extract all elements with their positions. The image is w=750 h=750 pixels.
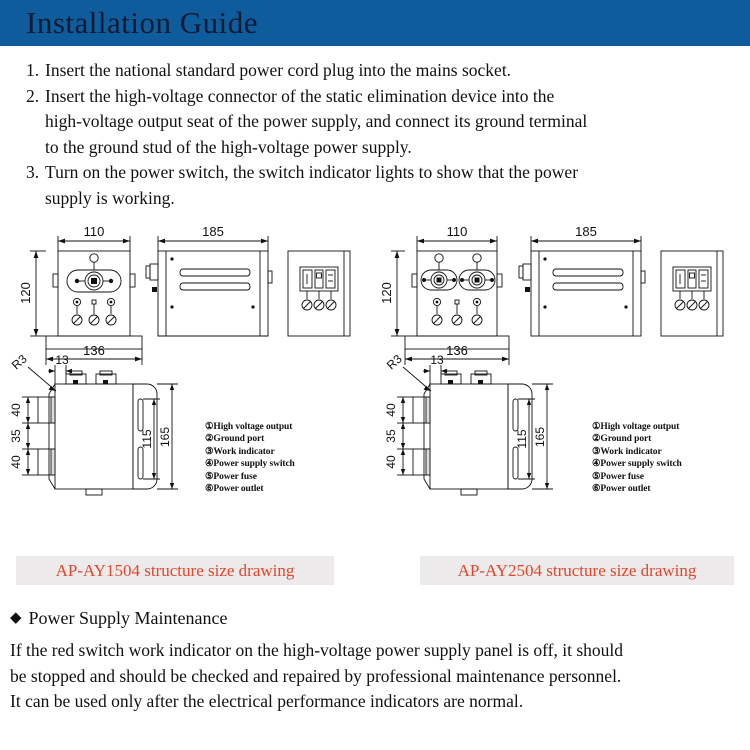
step-number: 2. <box>26 85 40 106</box>
front-height-dim: 120 <box>379 282 394 304</box>
legend-label: Power supply switch <box>213 459 295 470</box>
legend-label: Work indicator <box>600 446 662 457</box>
top-outer-dim: 165 <box>158 426 172 448</box>
step-line: Insert the high-voltage connector of the static elimination device into the <box>45 85 555 106</box>
step-line: to the ground stud of the high-voltage power supply. <box>45 136 412 157</box>
side-length-dim: 185 <box>202 224 224 239</box>
drawing-group-ay2504 <box>375 219 750 519</box>
legend-marker: ④ <box>592 459 601 470</box>
legend-list-ay2504 <box>592 421 682 495</box>
step-number: 1. <box>26 60 40 80</box>
drawing-group-ay1504 <box>0 219 375 519</box>
page-title: Installation Guide <box>26 5 258 40</box>
installation-steps-list <box>0 46 750 211</box>
legend-marker: ① <box>205 422 214 432</box>
legend-item <box>205 458 295 470</box>
caption-ay1504: AP-AY1504 structure size drawing <box>16 556 334 585</box>
top-inner-dim: 115 <box>140 429 154 449</box>
legend-item <box>205 433 295 445</box>
legend-item <box>205 483 295 495</box>
step-item <box>26 84 724 161</box>
legend-item <box>592 458 682 470</box>
legend-label: Power fuse <box>213 471 257 482</box>
legend-label: High voltage output <box>213 422 293 432</box>
top-radius-dim: R3 <box>8 351 30 373</box>
legend-marker: ③ <box>592 446 601 457</box>
maintenance-line: It can be used only after the electrical performance indicators are normal. <box>10 691 524 711</box>
legend-marker: ② <box>205 434 214 445</box>
step-line: high-voltage output seat of the power supply, and connect its ground terminal <box>45 111 588 131</box>
maintenance-section <box>10 605 745 715</box>
legend-item <box>205 446 295 458</box>
legend-marker: ⑤ <box>592 471 601 482</box>
step-text <box>45 84 724 161</box>
legend-item <box>592 471 682 483</box>
legend-marker: ④ <box>205 459 214 470</box>
top-edge-dim: 13 <box>430 353 444 367</box>
page-header-bar <box>0 0 750 46</box>
step-item <box>26 58 724 84</box>
legend-item <box>592 446 682 458</box>
ay2504-drawing-svg <box>375 219 750 519</box>
legend-item <box>205 471 295 483</box>
top-spacing-dim: 35 <box>384 429 398 443</box>
legend-marker: ③ <box>205 446 214 457</box>
legend-label: Ground port <box>213 434 265 445</box>
top-edge-dim: 13 <box>55 353 69 367</box>
legend-marker: ⑤ <box>205 471 214 482</box>
step-line: Insert the national standard power cord plug into the mains socket. <box>45 60 512 80</box>
maintenance-line: be stopped and should be checked and repaired by professional maintenance personnel. <box>10 665 622 686</box>
legend-marker: ② <box>592 434 601 445</box>
top-outer-dim: 165 <box>533 426 547 448</box>
step-number: 3. <box>26 162 40 182</box>
front-width-dim: 110 <box>83 224 105 239</box>
legend-label: Power fuse <box>600 471 644 482</box>
legend-marker: ⑥ <box>592 484 601 495</box>
legend-item <box>592 433 682 445</box>
step-item <box>26 160 724 211</box>
caption-ay2504: AP-AY2504 structure size drawing <box>420 556 734 585</box>
step-line: supply is working. <box>45 187 175 208</box>
top-spacing-dim: 40 <box>384 455 398 469</box>
maintenance-body <box>10 638 745 715</box>
diamond-bullet-icon: ◆ <box>10 610 22 626</box>
legend-label: Power supply switch <box>600 459 682 470</box>
step-line: Turn on the power switch, the switch indicator lights to show that the power <box>45 162 579 182</box>
legend-item <box>592 421 682 433</box>
front-base-dim: 136 <box>83 343 105 358</box>
front-height-dim: 120 <box>18 282 33 304</box>
legend-label: High voltage output <box>600 422 680 432</box>
legend-item <box>205 421 295 433</box>
top-spacing-dim: 40 <box>384 403 398 417</box>
top-spacing-dim: 35 <box>9 429 23 443</box>
step-text <box>45 58 724 84</box>
legend-label: Work indicator <box>213 446 275 457</box>
step-text <box>45 160 724 211</box>
front-base-dim: 136 <box>446 343 468 358</box>
legend-label: Power outlet <box>600 484 651 495</box>
top-spacing-dim: 40 <box>9 455 23 469</box>
legend-item <box>592 483 682 495</box>
maintenance-heading-text: Power Supply Maintenance <box>28 608 228 628</box>
legend-label: Ground port <box>600 434 652 445</box>
legend-marker: ⑥ <box>205 484 214 495</box>
maintenance-line: If the red switch work indicator on the high-voltage power supply panel is off, it should <box>10 640 624 660</box>
side-length-dim: 185 <box>575 224 597 239</box>
top-inner-dim: 115 <box>515 429 529 449</box>
legend-marker: ① <box>592 422 601 432</box>
top-radius-dim: R3 <box>383 351 405 373</box>
legend-list-ay1504 <box>205 421 295 495</box>
top-spacing-dim: 40 <box>9 403 23 417</box>
ay1504-drawing-svg <box>0 219 375 519</box>
front-width-dim: 110 <box>446 224 468 239</box>
maintenance-heading <box>10 605 745 631</box>
legend-label: Power outlet <box>213 484 264 495</box>
